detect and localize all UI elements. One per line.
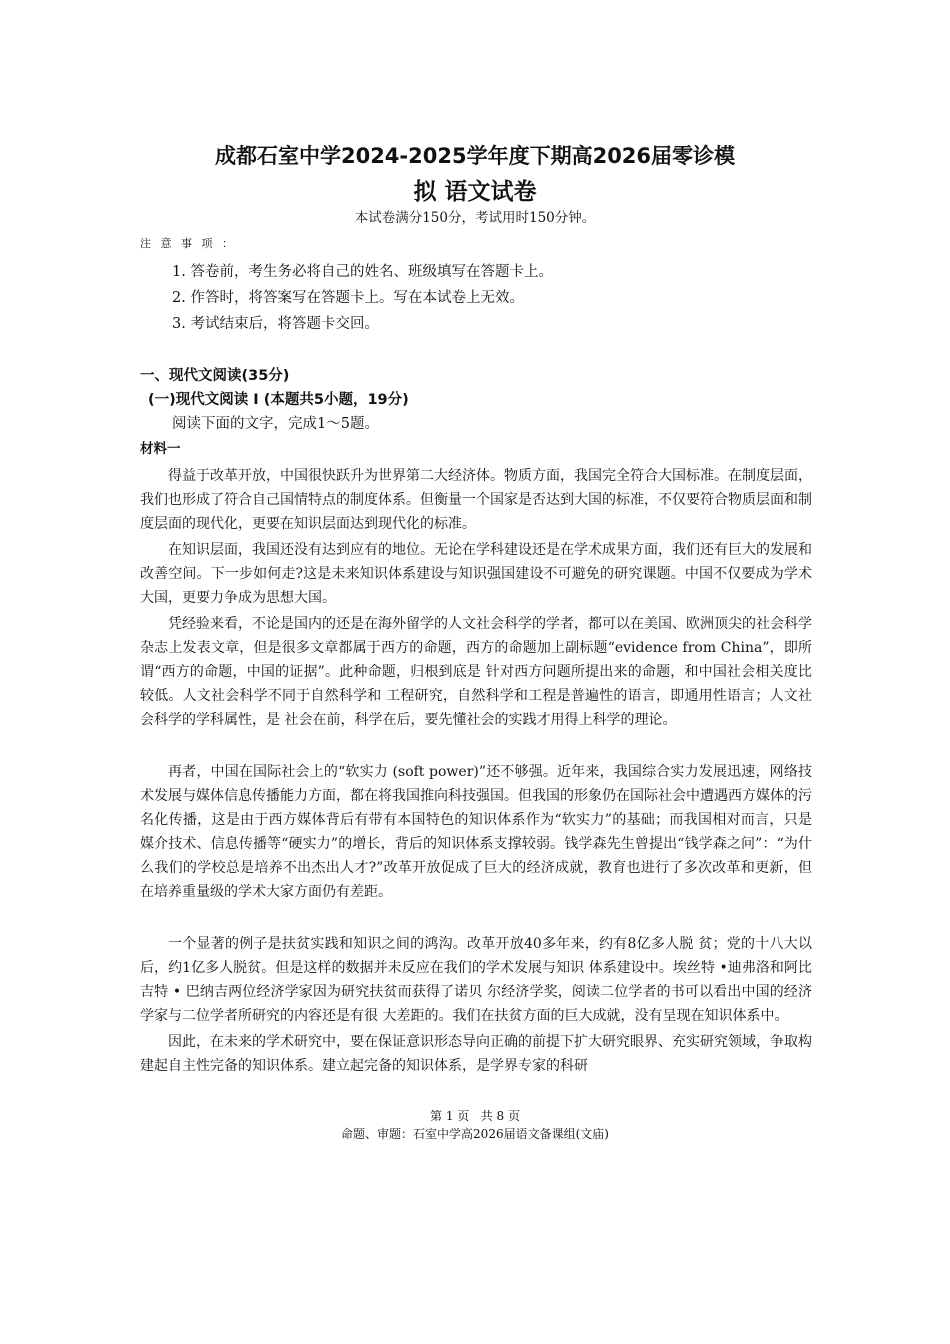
notice-item: 2. 作答时，将答案写在答题卡上。写在本试卷上无效。	[172, 290, 524, 306]
exam-title-line1: 成都石室中学2024-2025学年度下期高2026届零诊模	[214, 144, 736, 168]
notice-heading: 注 意 事 项 ：	[140, 237, 236, 250]
passage-paragraph: 因此，在未来的学术研究中，要在保证意识形态导向正确的前提下扩大研究眼界、充实研究领域，争取构建起自主性完备的知识体系。建立起完备的知识体系，是学界专家的科研	[140, 1034, 812, 1074]
section-heading: 一、现代文阅读(35分)	[140, 368, 290, 384]
passage-paragraph: 在知识层面，我国还没有达到应有的地位。无论在学科建设还是在学术成果方面，我们还有巨大的发展和改善空间。下一步如何走?这是未来知识体系建设与知识强国建设不可避免的研究课题。中国不仅要成为学术大国，更要力争成为思想大国。	[140, 542, 812, 606]
notice-list	[172, 259, 553, 337]
passage-paragraph: 一个显著的例子是扶贫实践和知识之间的鸿沟。改革开放40多年来，约有8亿多人脱 贫；党的十八大以后，约1亿多人脱贫。但是这样的数据并未反应在我们的学术发展与知识 体系建设中。埃丝特 •迪弗洛和阿比吉特 • 巴纳吉两位经济学家因为研究扶贫而获得了诺贝 尔经济学奖，阅读二位学者的书可以看出中国的经济学家与二位学者所研究的内容还是有很 大差距的。我们在扶贫方面的巨大成就，没有呈现在知识体系中。	[140, 936, 812, 1024]
notice-item: 1. 答卷前，考生务必将自己的姓名、班级填写在答题卡上。	[172, 264, 553, 280]
exam-subtitle: 本试卷满分150分，考试用时150分钟。	[354, 210, 596, 226]
exam-title-line2: 拟 语文试卷	[413, 179, 537, 205]
notice-item: 3. 考试结束后，将答题卡交回。	[172, 316, 379, 332]
passage-paragraph: 得益于改革开放，中国很快跃升为世界第二大经济体。物质方面，我国完全符合大国标准。在制度层面，我们也形成了符合自己国情特点的制度体系。但衡量一个国家是否达到大国的标准，不仅要符合物质层面和制度层面的现代化，更要在知识层面达到现代化的标准。	[140, 468, 812, 532]
page-number: 第 1 页 共 8 页	[430, 1109, 520, 1123]
passage-paragraph: 再者，中国在国际社会上的“软实力 (soft power)”还不够强。近年来，我国综合实力发展迅速，网络技术发展与媒体信息传播能力方面，都在将我国推向科技强国。但我国的形象仍在国际社会中遭遇西方媒体的污名化传播，这是由于西方媒体背后有带有本国特色的知识体系作为“软实力”的基础；而我国相对而言，只是媒介技术、信息传播等“硬实力”的增长，背后的知识体系支撑较弱。钱学森先生曾提出“钱学森之问”：“为什么我们的学校总是培养不出杰出人才?”改革开放促成了巨大的经济成就，教育也进行了多次改革和更新，但在培养重量级的学术大家方面仍有差距。	[140, 764, 812, 900]
footer-credit: 命题、审题：石室中学高2026届语文备课组(文庙)	[341, 1127, 609, 1141]
passage-paragraph: 凭经验来看，不论是国内的还是在海外留学的人文社会科学的学者，都可以在美国、欧洲顶尖的社会科学杂志上发表文章，但是很多文章都属于西方的命题，西方的命题加上副标题“evidence from China”，即所谓“西方的命题，中国的证据”。此种命题，归根到底是 针对西方问题所提出来的命题，和中国社会相关度比较低。人文社会科学不同于自然科学和 工程研究，自然科学和工程是普遍性的语言，即通用性语言；人文社会科学的学科属性，是 社会在前，科学在后，要先懂社会的实践才用得上科学的理论。	[140, 616, 812, 728]
section-subheading: (一)现代文阅读 Ⅰ (本题共5小题，19分)	[148, 392, 409, 408]
reading-instruction: 阅读下面的文字，完成1～5题。	[172, 416, 379, 432]
material-label: 材料一	[140, 441, 181, 457]
